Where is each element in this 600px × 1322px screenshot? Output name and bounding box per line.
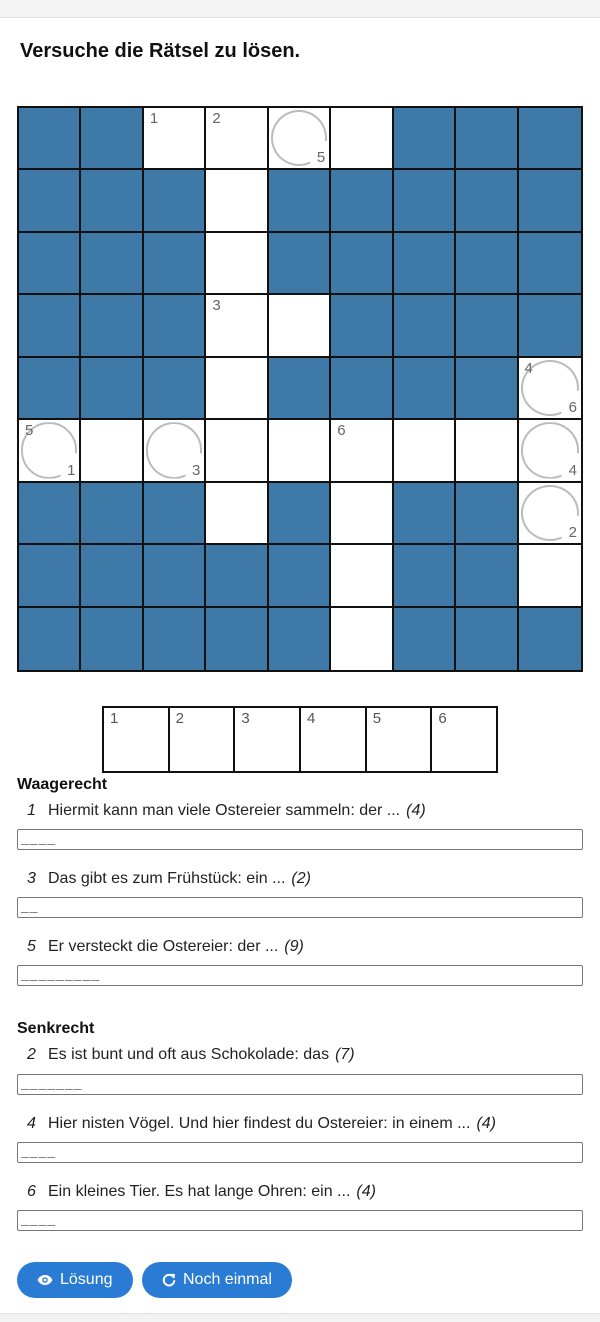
grid-cell-block — [81, 233, 143, 295]
grid-cell-open[interactable] — [269, 108, 331, 170]
grid-cell-open[interactable] — [81, 420, 143, 482]
solution-box — [170, 708, 236, 771]
solution-letter-index: 5 — [316, 149, 326, 167]
grid-cell-open[interactable] — [206, 420, 268, 482]
grid-cell-block — [19, 608, 81, 670]
reset-button-label: Noch einmal — [183, 1271, 272, 1288]
clue-text: Ein kleines Tier. Es hat lange Ohren: ein ... — [48, 1183, 351, 1200]
grid-cell-open[interactable] — [206, 295, 268, 357]
grid-cell-block — [331, 233, 393, 295]
clue-length: (4) — [356, 1183, 376, 1200]
puzzle-card — [0, 17, 600, 1314]
grid-cell-block — [206, 545, 268, 607]
grid-cell-open[interactable] — [331, 608, 393, 670]
answer-input-down-2[interactable]: _______ — [17, 1074, 583, 1095]
grid-cell-open[interactable] — [519, 483, 581, 545]
grid-cell-block — [394, 170, 456, 232]
refresh-icon — [162, 1273, 176, 1287]
clue-number-label: 4 — [524, 359, 533, 377]
grid-cell-block — [81, 608, 143, 670]
grid-cell-block — [269, 358, 331, 420]
grid-cell-open[interactable] — [144, 108, 206, 170]
grid-cell-open[interactable] — [206, 108, 268, 170]
grid-cell-block — [331, 295, 393, 357]
clue-text: Es ist bunt und oft aus Schokolade: das — [48, 1046, 330, 1063]
grid-cell-block — [519, 295, 581, 357]
grid-cell-block — [19, 108, 81, 170]
clue-number: 3 — [27, 870, 36, 887]
grid-cell-open[interactable] — [331, 483, 393, 545]
solution-box — [367, 708, 433, 771]
clue-length: (4) — [406, 802, 426, 819]
grid-cell-block — [81, 108, 143, 170]
grid-cell-block — [19, 295, 81, 357]
grid-cell-block — [269, 608, 331, 670]
clue-number-label: 1 — [149, 110, 159, 127]
grid-cell-open[interactable] — [519, 420, 581, 482]
grid-cell-open[interactable] — [206, 358, 268, 420]
eye-icon — [37, 1274, 53, 1286]
grid-cell-block — [394, 108, 456, 170]
grid-cell-block — [269, 483, 331, 545]
grid-cell-open[interactable] — [144, 420, 206, 482]
grid-cell-block — [81, 358, 143, 420]
grid-cell-open[interactable] — [19, 420, 81, 482]
grid-cell-open[interactable] — [206, 483, 268, 545]
solution-letter-index: 1 — [67, 461, 76, 479]
reset-button[interactable] — [142, 1262, 292, 1298]
grid-cell-block — [19, 170, 81, 232]
solution-letter-index: 6 — [568, 399, 577, 417]
solution-box-number: 4 — [307, 710, 316, 727]
grid-cell-block — [519, 608, 581, 670]
clue-number: 1 — [27, 802, 36, 819]
clue-text: Das gibt es zum Frühstück: ein ... — [48, 870, 286, 887]
answer-input-across-5[interactable]: _________ — [17, 965, 583, 986]
grid-cell-block — [269, 233, 331, 295]
grid-cell-block — [456, 483, 518, 545]
grid-cell-block — [331, 358, 393, 420]
solution-letter-index: 3 — [191, 461, 201, 479]
grid-cell-block — [456, 233, 518, 295]
across-heading: Waagerecht — [17, 776, 108, 793]
grid-cell-open[interactable] — [269, 295, 331, 357]
clue-number-label: 2 — [212, 110, 221, 127]
answer-input-across-3[interactable]: __ — [17, 897, 583, 918]
grid-cell-block — [269, 170, 331, 232]
grid-cell-block — [456, 358, 518, 420]
grid-cell-block — [144, 233, 206, 295]
grid-cell-open[interactable] — [519, 358, 581, 420]
grid-cell-block — [456, 608, 518, 670]
solution-box — [104, 708, 170, 771]
grid-cell-open[interactable] — [456, 420, 518, 482]
grid-cell-block — [144, 608, 206, 670]
grid-cell-block — [456, 170, 518, 232]
solution-box-number: 3 — [241, 710, 250, 727]
answer-input-down-6[interactable]: ____ — [17, 1210, 583, 1231]
clue-length: (4) — [476, 1115, 496, 1132]
grid-cell-block — [394, 545, 456, 607]
grid-cell-open[interactable] — [331, 545, 393, 607]
clue-number: 4 — [27, 1115, 36, 1132]
grid-cell-block — [394, 358, 456, 420]
grid-cell-block — [144, 170, 206, 232]
clue-length: (2) — [291, 870, 311, 887]
clue-number-label: 6 — [337, 422, 346, 440]
solution-box — [432, 708, 496, 771]
grid-cell-block — [456, 545, 518, 607]
grid-cell-block — [81, 483, 143, 545]
grid-cell-open[interactable] — [269, 420, 331, 482]
grid-cell-open[interactable] — [394, 420, 456, 482]
grid-cell-block — [206, 608, 268, 670]
grid-cell-block — [144, 545, 206, 607]
clue-number: 2 — [27, 1046, 36, 1063]
grid-cell-block — [394, 295, 456, 357]
grid-cell-block — [519, 170, 581, 232]
grid-cell-block — [19, 358, 81, 420]
solution-letter-index: 2 — [568, 524, 577, 542]
solution-box-number: 2 — [175, 710, 185, 727]
answer-input-across-1[interactable]: ____ — [17, 829, 583, 850]
grid-cell-block — [19, 233, 81, 295]
grid-cell-block — [144, 295, 206, 357]
page-title: Versuche die Rätsel zu lösen. — [20, 40, 301, 62]
grid-cell-block — [456, 108, 518, 170]
solution-box-number: 1 — [110, 710, 119, 727]
grid-cell-block — [269, 545, 331, 607]
clue-number-label: 5 — [25, 422, 34, 440]
clue-number: 5 — [27, 938, 36, 955]
clue-number: 6 — [27, 1183, 36, 1200]
solution-box-number: 6 — [438, 710, 447, 727]
grid-cell-open[interactable] — [519, 545, 581, 607]
solution-button[interactable] — [17, 1262, 133, 1298]
grid-cell-block — [394, 608, 456, 670]
grid-cell-block — [456, 295, 518, 357]
solution-word-boxes — [102, 706, 498, 773]
answer-input-down-4[interactable]: ____ — [17, 1142, 583, 1163]
solution-box-number: 5 — [372, 710, 382, 727]
grid-cell-block — [519, 233, 581, 295]
grid-cell-block — [144, 358, 206, 420]
grid-cell-block — [331, 170, 393, 232]
down-heading: Senkrecht — [17, 1020, 95, 1037]
grid-cell-block — [81, 545, 143, 607]
crossword-grid — [17, 106, 583, 672]
grid-cell-block — [81, 170, 143, 232]
clue-text: Hiermit kann man viele Ostereier sammeln: der ... — [48, 802, 401, 819]
solution-box — [235, 708, 301, 771]
solution-letter-index: 4 — [568, 461, 577, 479]
clue-length: (9) — [284, 938, 304, 955]
grid-cell-open[interactable] — [206, 233, 268, 295]
clue-text: Er versteckt die Ostereier: der ... — [48, 938, 279, 955]
grid-cell-block — [19, 483, 81, 545]
clue-length: (7) — [335, 1046, 355, 1063]
grid-cell-block — [394, 233, 456, 295]
grid-cell-block — [144, 483, 206, 545]
grid-cell-open[interactable] — [331, 420, 393, 482]
grid-cell-open[interactable] — [331, 108, 393, 170]
grid-cell-block — [519, 108, 581, 170]
grid-cell-open[interactable] — [206, 170, 268, 232]
grid-cell-block — [81, 295, 143, 357]
grid-cell-block — [394, 483, 456, 545]
solution-box — [301, 708, 367, 771]
clue-text: Hier nisten Vögel. Und hier findest du Ostereier: in einem ... — [48, 1115, 471, 1132]
solution-button-label: Lösung — [60, 1271, 113, 1288]
clue-number-label: 3 — [212, 297, 221, 315]
grid-cell-block — [19, 545, 81, 607]
